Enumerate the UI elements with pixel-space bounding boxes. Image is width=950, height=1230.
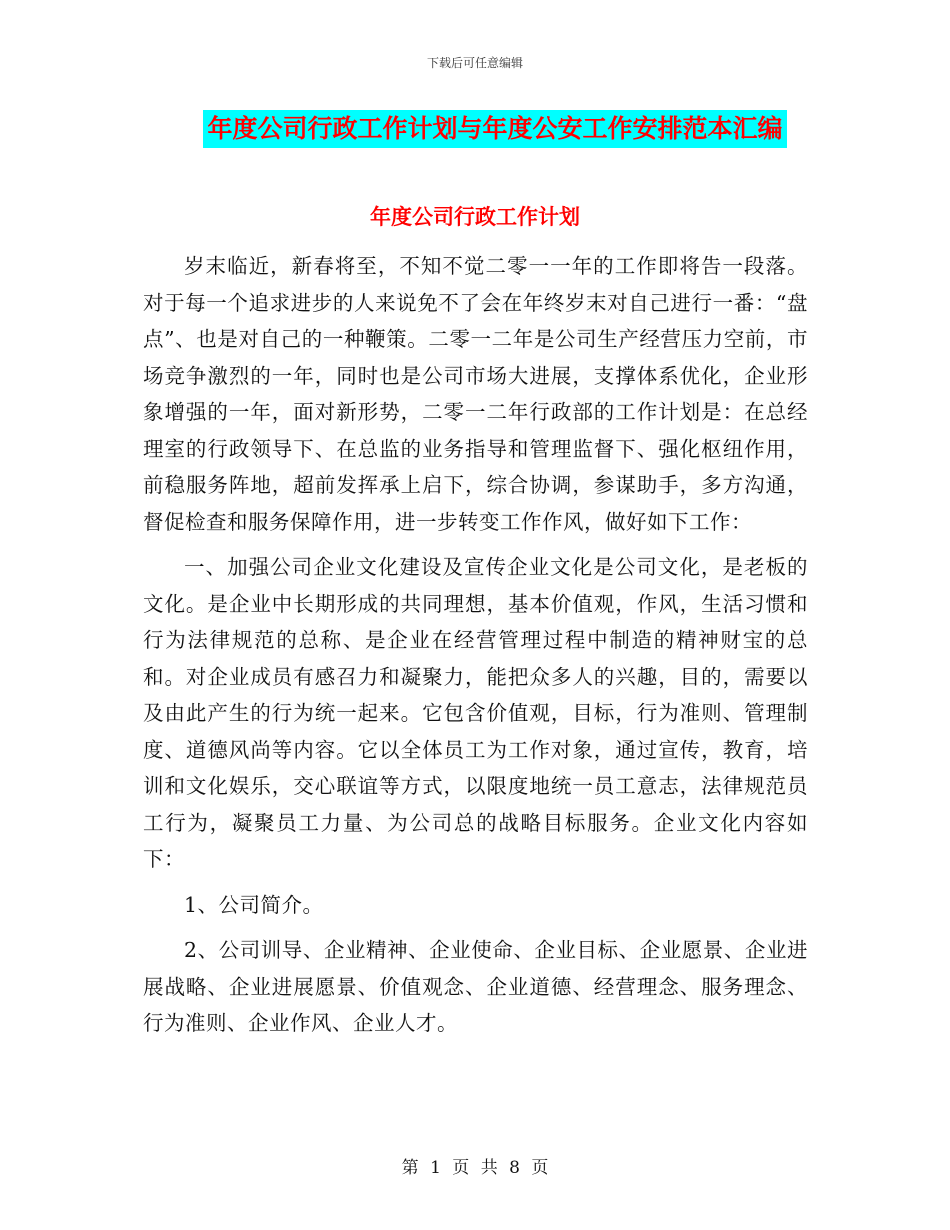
document-title-container — [0, 110, 950, 148]
section-title: 年度公司行政工作计划 — [370, 205, 580, 229]
document-title: 年度公司行政工作计划与年度公安工作安排范本汇编 — [203, 110, 786, 148]
page-footer: 第 1 页 共 8 页 — [401, 1158, 549, 1178]
paragraph-intro: 岁末临近，新春将至，不知不觉二零一一年的工作即将告一段落。对于每一个追求进步的人来说免不了会在年终岁末对自己进行一番：“盘点”、也是对自己的一种鞭策。二零一二年是公司生产经营压力空前，市场竞争激烈的一年，同时也是公司市场大进展，支撑体系优化，企业形象增强的一年，面对新形势，二零一二年行政部的工作计划是：在总经理室的行政领导下、在总监的业务指导和管理监督下、强化枢纽作用，前稳服务阵地，超前发挥承上启下，综合协调，参谋助手，多方沟通，督促检查和服务保障作用，进一步转变工作作风，做好如下工作： — [143, 254, 808, 534]
paragraph-item-2: 2、公司训导、企业精神、企业使命、企业目标、企业愿景、企业进展战略、企业进展愿景、价值观念、企业道德、经营理念、服务理念、行为准则、企业作风、企业人才。 — [143, 938, 808, 1035]
paragraph-culture: 一、加强公司企业文化建设及宣传企业文化是公司文化，是老板的文化。是企业中长期形成的共同理想，基本价值观，作风，生活习惯和行为法律规范的总称、是企业在经营管理过程中制造的精神财宝的总和。对企业成员有感召力和凝聚力，能把众多人的兴趣，目的，需要以及由此产生的行为统一起来。它包含价值观，目标，行为准则、管理制度、道德风尚等内容。它以全体员工为工作对象，通过宣传，教育，培训和文化娱乐，交心联谊等方式，以限度地统一员工意志，法律规范员工行为，凝聚员工力量、为公司总的战略目标服务。企业文化内容如下： — [143, 555, 808, 871]
header-note: 下载后可任意编辑 — [426, 56, 523, 70]
document-body — [143, 248, 808, 1042]
paragraph-item-1: 1、公司简介。 — [184, 892, 324, 917]
